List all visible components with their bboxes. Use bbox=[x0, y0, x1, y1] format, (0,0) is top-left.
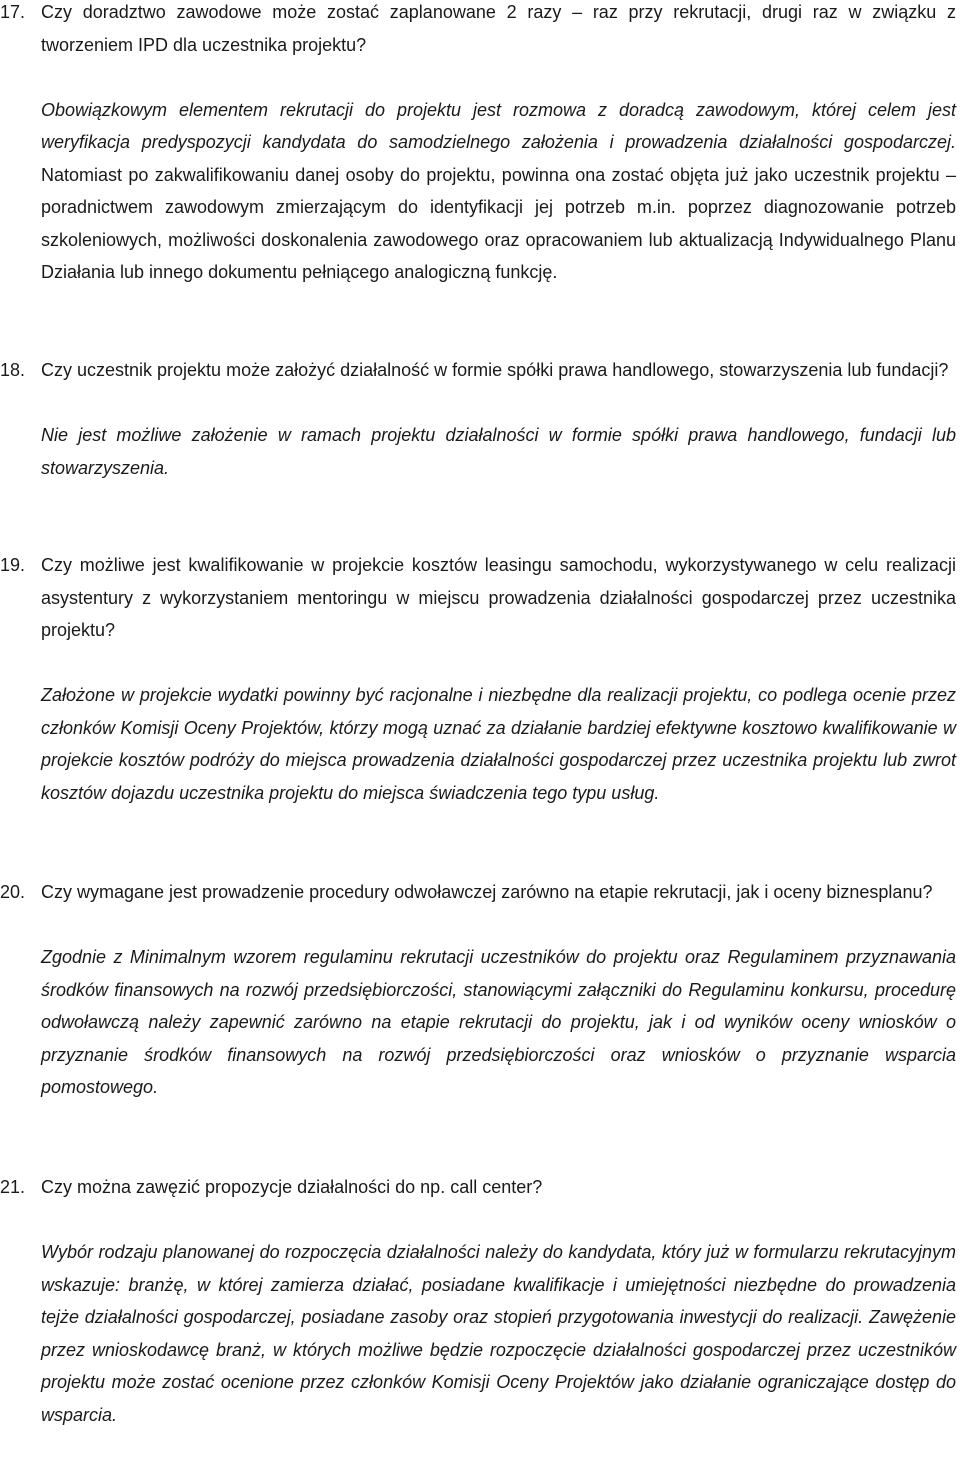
question bbox=[0, 1171, 960, 1204]
question-number: 18. bbox=[0, 360, 26, 380]
question-number: 17. bbox=[0, 2, 26, 22]
faq-item-19 bbox=[0, 549, 960, 809]
question bbox=[0, 549, 960, 647]
question bbox=[0, 354, 960, 387]
question-number: 20. bbox=[0, 882, 26, 902]
faq-item-17 bbox=[0, 0, 960, 289]
answer-text: Natomiast po zakwalifikowaniu danej osoby do projektu, powinna ona zostać objęta już jako uczestnik projektu – poradnictwem zawodowym zmierzającym do identyfikacji jej potrzeb m.in. poprzez diagnozowanie potrzeb szkoleniowych, możliwości doskonalenia zawodowego oraz opracowaniem lub aktualizacją Indywidualnego Planu Działania lub innego dokumentu pełniącego analogiczną funkcję. bbox=[41, 164, 956, 282]
answer-text-italic: Zgodnie z Minimalnym wzorem regulaminu rekrutacji uczestników do projektu oraz Regulaminem przyznawania środków finansowych na rozwój przedsiębiorczości, stanowiącymi załączniki do Regulaminu konkursu, procedurę odwoławczą należy zapewnić zarówno na etapie rekrutacji do projektu, jak i od wyników oceny wniosków o przyznanie środków finansowych na rozwój przedsiębiorczości oraz wniosków o przyznanie wsparcia pomostowego. bbox=[41, 947, 956, 1097]
question bbox=[0, 0, 960, 61]
answer-text-italic: Wybór rodzaju planowanej do rozpoczęcia działalności należy do kandydata, który już w formularzu rekrutacyjnym wskazuje: branżę, w której zamierza działać, posiadane kwalifikacje i umiejętności niezbędne do prowadzenia tejże działalności gospodarczej, posiadane zasoby oraz stopień przygotowania inwestycji do realizacji. Zawężenie przez wnioskodawcę branż, w których możliwe będzie rozpoczęcie działalności gospodarczej przez uczestników projektu może zostać ocenione przez członków Komisji Oceny Projektów jako działanie ograniczające dostęp do wsparcia. bbox=[41, 1242, 956, 1425]
question-text: Czy wymagane jest prowadzenie procedury odwoławczej zarówno na etapie rekrutacji, jak i oceny biznesplanu? bbox=[41, 882, 933, 902]
faq-item-18 bbox=[0, 354, 960, 484]
answer-text-italic: Obowiązkowym elementem rekrutacji do projektu jest rozmowa z doradcą zawodowym, której celem jest weryfikacja predyspozycji kandydata do samodzielnego założenia i prowadzenia działalności gospodarczej. bbox=[41, 99, 956, 152]
answer bbox=[41, 941, 956, 1104]
question bbox=[0, 876, 960, 909]
answer bbox=[41, 419, 956, 484]
question-number: 19. bbox=[0, 555, 26, 575]
question-text: Czy uczestnik projektu może założyć działalność w formie spółki prawa handlowego, stowarzyszenia lub fundacji? bbox=[41, 360, 949, 380]
question-text: Czy można zawęzić propozycje działalności do np. call center? bbox=[41, 1177, 543, 1197]
answer bbox=[41, 1236, 956, 1431]
question-number: 21. bbox=[0, 1177, 26, 1197]
question-text: Czy możliwe jest kwalifikowanie w projekcie kosztów leasingu samochodu, wykorzystywanego w celu realizacji asystentury z wykorzystaniem mentoringu w miejscu prowadzenia działalności gospodarczej przez uczestnika projektu? bbox=[41, 555, 956, 640]
question-text: Czy doradztwo zawodowe może zostać zaplanowane 2 razy – raz przy rekrutacji, drugi raz w związku z tworzeniem IPD dla uczestnika projektu? bbox=[41, 2, 956, 55]
answer-text-italic: Założone w projekcie wydatki powinny być racjonalne i niezbędne dla realizacji projektu, co podlega ocenie przez członków Komisji Oceny Projektów, którzy mogą uznać za działanie bardziej efektywne kosztowo kwalifikowanie w projekcie kosztów podróży do miejsca prowadzenia działalności gospodarczej przez uczestnika projektu lub zwrot kosztów dojazdu uczestnika projektu do miejsca świadczenia tego typu usług. bbox=[41, 685, 956, 803]
faq-item-20 bbox=[0, 876, 960, 1104]
answer bbox=[41, 94, 956, 289]
answer bbox=[41, 679, 956, 809]
answer-text-italic: Nie jest możliwe założenie w ramach projektu działalności w formie spółki prawa handlowego, fundacji lub stowarzyszenia. bbox=[41, 425, 956, 478]
faq-item-21 bbox=[0, 1171, 960, 1431]
